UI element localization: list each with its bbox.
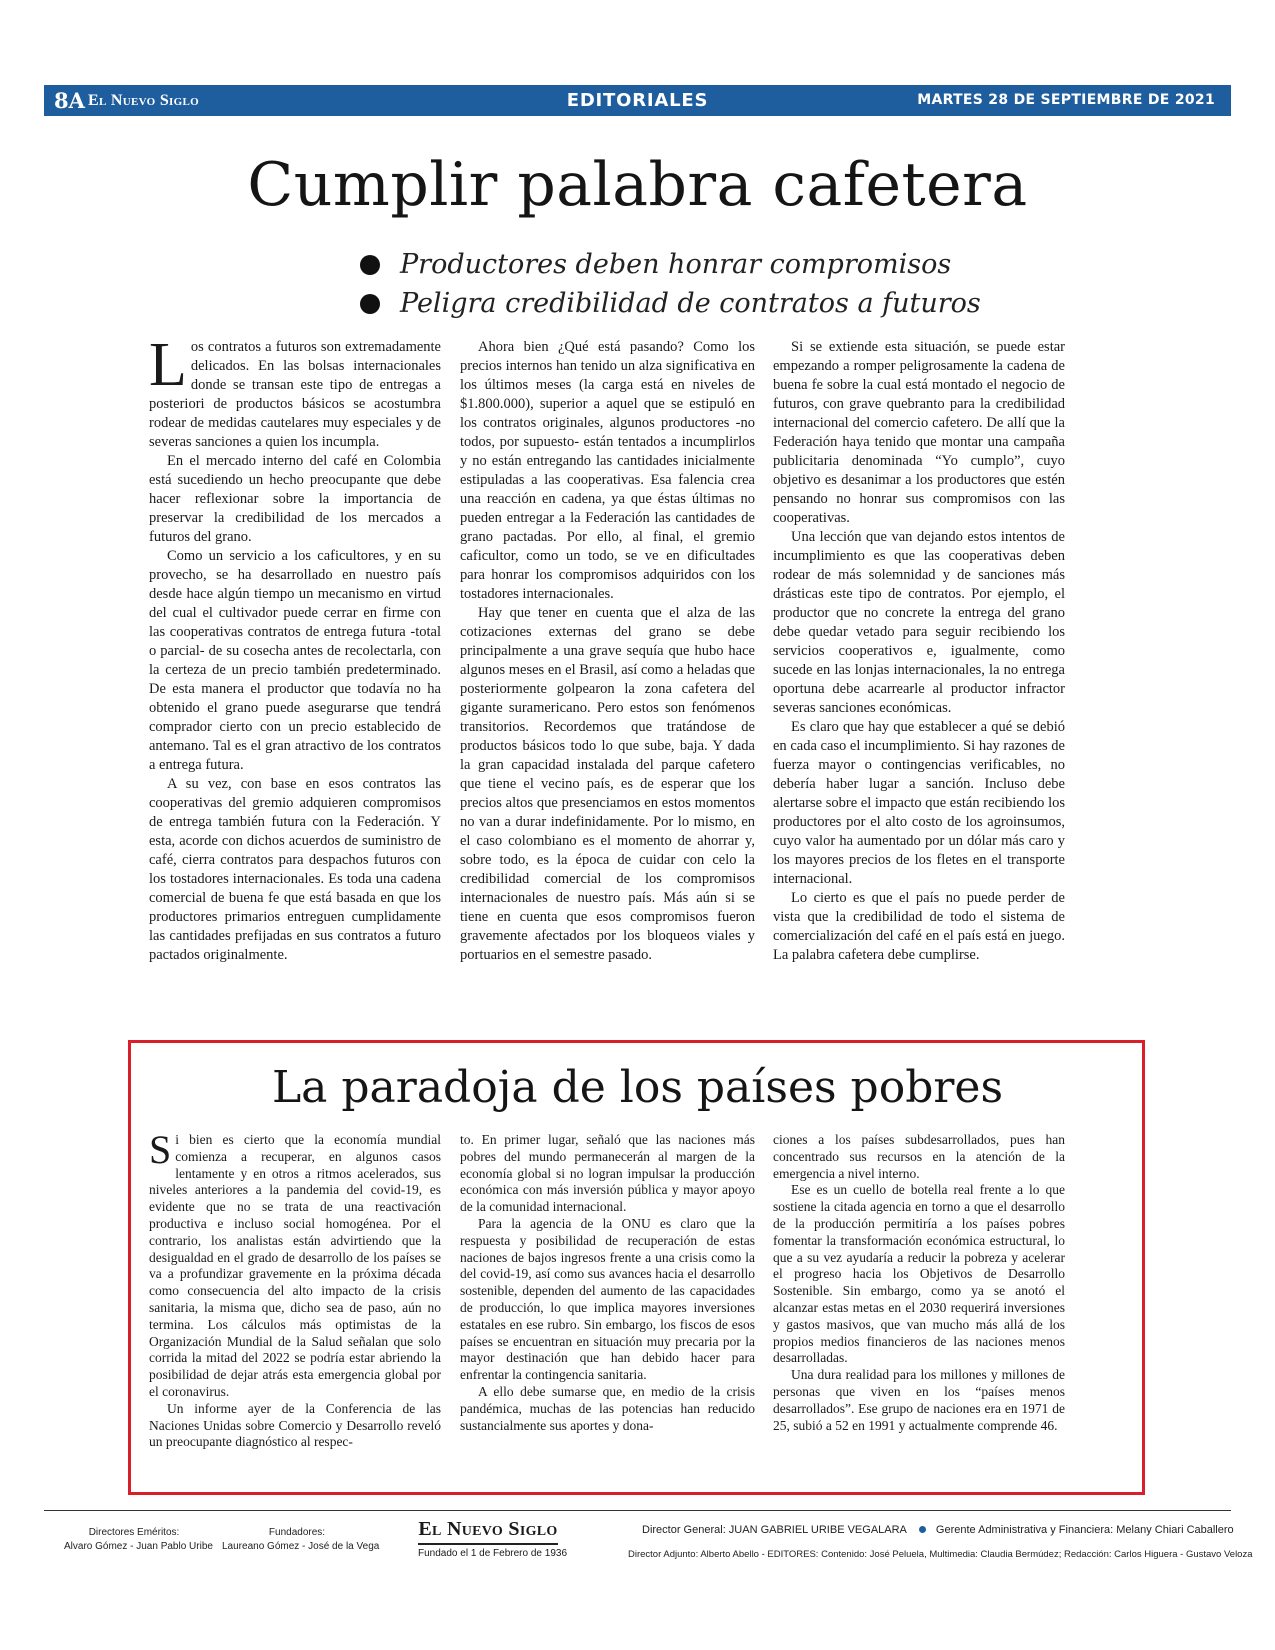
paragraph: Ahora bien ¿Qué está pasando? Como los precios internos han tenido un alza significativa en los últimos meses (la carga está en niveles de $1.800.000), superior a aquel que se estipuló en los contratos originales, algunos productores -no todos, por supuesto- están tentados a incumplirlos y no están entregando las cantidades inicialmente estipuladas a las cooperativas. Esa falencia crea una reacción en cadena, ya que éstas últimas no pueden entregar a la Federación las cantidades de grano pactadas. Por ello, al final, el gremio caficultor, como un todo, se ve en dificultades para honrar los compromisos adquiridos con los tostadores internacionales. <box>460 339 755 602</box>
drop-cap: L <box>149 331 187 399</box>
drop-cap: S <box>149 1127 172 1172</box>
section-header-bar <box>44 85 1231 116</box>
editorial1-column-2 <box>460 338 755 965</box>
paragraph: Hay que tener en cuenta que el alza de las cotizaciones externas del grano se debe principalmente a una grave sequía que hubo hace algunos meses en el Brasil, así como a heladas que posteriormente golpearon la zona cafetera del gigante suramericano. Pero estos son fenómenos transitorios. Recordemos que tratándose de productos básicos todo lo que sube, baja. Y dada la gran capacidad instalada del parque cafetero que tiene el vecino país, es de esperar que los precios altos que presenciamos en estos momentos no van a durar indefinidamente. Por lo mismo, en el caso colombiano es el momento de ahorrar y, sobre todo, es la época de cuidar con celo la credibilidad comercial de los compromisos internacionales de nuestro país. Más aún si se tiene en cuenta que esos compromisos fueron gravemente afectados por los bloqueos viales y portuarios en el semestre pasado. <box>460 605 755 963</box>
footer-brand: El Nuevo Siglo <box>418 1518 558 1545</box>
subtitle-item <box>360 284 981 323</box>
paragraph: Es claro que hay que establecer a qué se debió en cada caso el incumplimiento. Si hay razones de fuerza mayor o contingencias verificables, no debería haber lugar a sanción. Incluso debe alertarse sobre el impacto que están recibiendo los productores por el alto costo de los agroinsumos, cuyo valor ha aumentado por un dólar más caro y los mayores precios de los fletes en el transporte internacional. <box>773 719 1065 887</box>
editorial-headline: Cumplir palabra cafetera <box>247 150 1028 220</box>
paragraph: Si se extiende esta situación, se puede estar empezando a romper peligrosamente la cadena de buena fe sobre la cual está montado el negocio de futuros, con grave quebranto para la credibilidad internacional del comercio cafetero. De allí que la Federación haya tenido que montar una campaña publicitaria denominada “Yo cumplo”, cuyo objetivo es desanimar a los productores que estén pensando no honrar sus compromisos con las cooperativas. <box>773 339 1065 526</box>
director-general: Director General: JUAN GABRIEL URIBE VEGALARA <box>642 1524 907 1536</box>
footer-masthead-logo <box>418 1518 567 1559</box>
paragraph: Como un servicio a los caficultores, y en su provecho, se ha desarrollado en nuestro país desde hace algún tiempo un mecanismo en virtud del cual el cultivador puede cerrar en firme con las cooperativas contratos de entrega futura -total o parcial- de su cosecha antes de recolectarla, con la certeza de un precio también predeterminado. De esta manera el productor que todavía no ha obtenido el grano puede asegurarse que tendrá comprador cierto con un precio establecido de antemano. Tal es el gran atractivo de los contratos a entrega futura. <box>149 548 441 773</box>
fundadores <box>222 1527 380 1552</box>
directores-emeritos <box>64 1527 213 1552</box>
editorial-subtitles <box>360 245 981 323</box>
paragraph: A su vez, con base en esos contratos las cooperativas del gremio adquieren compromisos de entrega también futura con la Federación. Y esta, acorde con dichos acuerdos de suministro de café, cierra contratos para despachos futuros con los tostadores internacionales. Es toda una cadena comercial de buena fe que está basada en que los productores primarios entreguen cumplidamente las cantidades prefijadas en sus contratos a futuro pactados originalmente. <box>149 776 441 963</box>
separator-dot-icon <box>919 1526 926 1533</box>
directores-names: Alvaro Gómez - Juan Pablo Uribe <box>64 1541 213 1552</box>
header-brand: El Nuevo Siglo <box>88 92 199 109</box>
subtitle-text: Productores deben honrar compromisos <box>400 249 952 280</box>
editorial1-column-3 <box>773 338 1065 965</box>
paragraph <box>149 1127 441 1401</box>
fundadores-names: Laureano Gómez - José de la Vega <box>222 1541 380 1552</box>
issue-date: MARTES 28 DE SEPTIEMBRE DE 2021 <box>917 92 1215 108</box>
paragraph: Un informe ayer de la Conferencia de las Naciones Unidas sobre Comercio y Desarrollo reveló un preocupante diagnóstico al respec- <box>149 1400 441 1450</box>
bullet-icon <box>360 294 380 314</box>
editorial2-column-1 <box>149 1127 441 1451</box>
paragraph-text: i bien es cierto que la economía mundial comienza a recuperar, en algunos casos lentamente y en otros a ritmos acelerados, sus niveles anteriores a la pandemia del covid-19, es evidente que no se trata de una reactivación productiva e incluso social homogénea. Por el contrario, los analistas están advirtiendo que la desigualdad en el grado de desarrollo de los países se va a profundizar gravemente en la próxima década como consecuencia del alto impacto de la crisis sanitaria, la misma que, dicho sea de paso, aún no termina. Los cálculos más optimistas de la Organización Mundial de la Salud señalan que solo corrida la mitad del 2022 se podría estar abriendo la posibilidad de dejar atrás esta emergencia global por el coronavirus. <box>149 1132 441 1399</box>
paragraph: to. En primer lugar, señaló que las naciones más pobres del mundo permanecerán al margen de la economía global si no logran impulsar la producción económica con más inversión pública y mayor apoyo de la comunidad internacional. <box>460 1132 755 1215</box>
paragraph: Una dura realidad para los millones y millones de personas que viven en los “países menos desarrollados”. Ese grupo de naciones era en 1971 de 25, subió a 52 en 1991 y actualmente comprende 46. <box>773 1367 1065 1433</box>
paragraph: Lo cierto es que el país no puede perder de vista que la credibilidad de todo el sistema de comercialización del café en el país está en juego. La palabra cafetera debe cumplirse. <box>773 890 1065 963</box>
section-title: EDITORIALES <box>566 90 709 111</box>
paragraph-text: os contratos a futuros son extremadamente delicados. En las bolsas internacionales donde se transan este tipo de entregas a posteriori de productos básicos se acostumbra rodear de medidas cautelares muy especiales y de severas sanciones a quien los incumpla. <box>149 339 441 450</box>
editorial1-column-1 <box>149 331 441 965</box>
paragraph: En el mercado interno del café en Colombia está sucediendo un hecho preocupante que debe hacer reflexionar sobre la importancia de preservar la credibilidad de los mercados a futuros del grano. <box>149 453 441 545</box>
masthead-staff: Director Adjunto: Alberto Abello - EDITORES: Contenido: José Peluela, Multimedia: Claudia Bermúdez; Redacción: Carlos Higuera - Gustavo Veloza <box>628 1549 1253 1560</box>
editorial2-column-2 <box>460 1132 755 1434</box>
paragraph: ciones a los países subdesarrollados, pues han concentrado sus recursos en la atención de la emergencia a nivel interno. <box>773 1132 1065 1181</box>
paragraph: Una lección que van dejando estos intentos de incumplimiento es que las cooperativas deben rodear de más solemnidad y de sanciones más drásticas este tipo de contratos. Por ejemplo, el productor que no concrete la entrega del grano debe quedar vetado para seguir recibiendo los servicios cooperativos e, igualmente, como sucede en las lonjas internacionales, la no entrega oportuna debe acarrearle al productor infractor severas sanciones económicas. <box>773 529 1065 716</box>
paragraph <box>149 331 441 452</box>
paragraph: Para la agencia de la ONU es claro que la respuesta y posibilidad de recuperación de estas naciones de bajos ingresos frente a una crisis como la del covid-19, así como sus avances hacia el desarrollo sostenible, dependen del aumento de las capacidades de producción, lo que implica mayores inversiones estatales en ese rubro. Sin embargo, los fiscos de esos países se encuentran en situación muy precaria por la mayor destinación que han debido hacer para enfrentar la contingencia sanitaria. <box>460 1215 755 1383</box>
gerente: Gerente Administrativa y Financiera: Melany Chiari Caballero <box>935 1524 1234 1536</box>
subtitle-item <box>360 245 981 284</box>
masthead-directors <box>642 1524 1234 1536</box>
editorial2-column-3 <box>773 1132 1065 1434</box>
founded-date: Fundado el 1 de Febrero de 1936 <box>418 1548 567 1559</box>
paragraph: A ello debe sumarse que, en medio de la crisis pandémica, muchas de las potencias han reducido sustancialmente sus aportes y dona- <box>460 1383 755 1433</box>
second-editorial-headline: La paradoja de los países pobres <box>271 1062 1004 1113</box>
directores-label: Directores Eméritos: <box>88 1527 180 1538</box>
footer-divider <box>44 1510 1231 1511</box>
page-number: 8A <box>54 88 85 113</box>
paragraph: Ese es un cuello de botella real frente a lo que sostiene la citada agencia en torno a que el desarrollo de la producción permitiría a los países pobres fomentar la transformación económica estructural, lo que a su vez ayudaría a reducir la pobreza y acelerar el progreso hacia los Objetivos de Desarrollo Sostenible. Sin embargo, como ya se anotó el alcanzar estas metas en el 2030 requerirá inversiones y gastos masivos, que van mucho más allá de los propios medios financieros de las naciones menos desarrolladas. <box>773 1182 1065 1366</box>
fundadores-label: Fundadores: <box>268 1527 326 1538</box>
bullet-icon <box>360 255 380 275</box>
subtitle-text: Peligra credibilidad de contratos a futuros <box>400 288 981 319</box>
